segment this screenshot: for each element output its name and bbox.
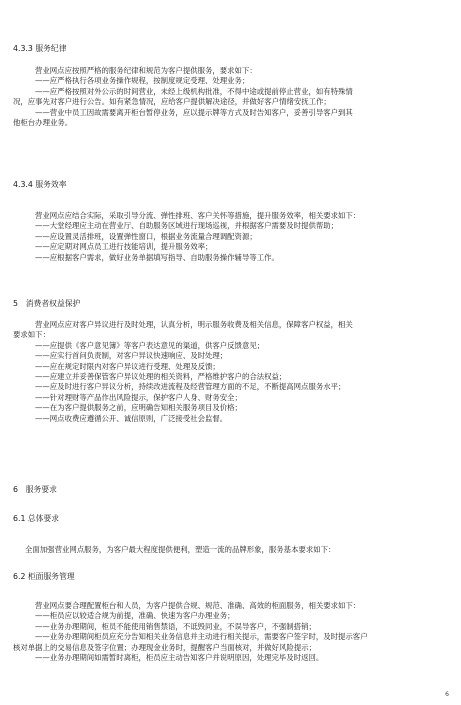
text-line: ——应实行首问负责制，对客户异议快速响应、及时处理； <box>35 351 228 361</box>
text-line: 营业网点应结合实际，采取引导分流、弹性排班、客户关怀等措施，提升服务效率，相关要求如下： <box>35 211 361 220</box>
text-line: ——业务办理期间，柜员不能使用销售禁语，不诋毁同业，不误导客户，不强制搭销； <box>35 621 316 631</box>
text-line: ——针对理财等产品作出风险提示，保护客户人身、财务安全； <box>35 392 242 402</box>
section-body <box>13 66 453 128</box>
section-body <box>13 545 453 555</box>
text-line: 要求如下： <box>13 330 50 340</box>
text-line: ——应建立并妥善保管客户异议处理的相关资料，严格维护客户的合法权益； <box>35 372 287 382</box>
section-body <box>13 211 453 263</box>
text-line: ——业务办理期间柜员应充分告知相关业务信息并主动进行相关提示，需要客户签字时，及时提示客户 <box>35 632 368 642</box>
text-line: 他柜台办理业务。 <box>13 118 73 128</box>
section-heading: 6.2 柜面服务管理 <box>13 572 75 581</box>
text-line: 况，应事先对客户进行公告。如有紧急情况，应给客户提供解决途径，并做好客户情绪安抚工作； <box>13 97 331 107</box>
text-line: ——业务办理期间如需暂时离柜，柜员应主动告知客户并说明原因，处理完毕及时返回。 <box>35 653 324 663</box>
text-line: ——应在规定时限内对客户异议进行受理、处理及反馈； <box>35 361 220 371</box>
section-body <box>13 601 453 663</box>
text-line: ——应提供《客户意见簿》等客户表达意见的渠道，供客户反馈意见； <box>35 340 265 350</box>
text-line: 营业网点要合理配置柜台和人员，为客户提供合规、规范、准确、高效的柜面服务，相关要求如下： <box>35 601 361 610</box>
text-line: 核对单据上的交易信息及签字位置；办理现金业务时，提醒客户当面核对，并做好风险提示； <box>13 642 317 652</box>
text-line: ——大堂经理应主动在营业厅、自助服务区域进行现场巡视，并根据客户需要及时提供帮助； <box>35 221 339 231</box>
text-line: ——在为客户提供服务之前，应明确告知相关服务项目及价格； <box>35 403 242 413</box>
text-line: ——应设置灵活排班，设置弹性窗口，根据业务流量合理调配资源； <box>35 231 257 241</box>
section-heading: 4.3.3 服务纪律 <box>13 44 67 53</box>
text-line: 全面加强营业网点服务，为客户最大程度提供便利，塑造一流的品牌形象，服务基本要求如下： <box>25 545 336 554</box>
text-line: ——应定期对网点员工进行技能培训，提升服务效率； <box>35 242 213 252</box>
text-line: 营业网点应对客户异议进行及时处理，认真分析，明示服务收费及相关信息，保障客户权益，相关 <box>35 320 353 329</box>
text-line: 营业网点应按照严格的服务纪律和规范为客户提供服务，要求如下： <box>35 66 257 75</box>
page-number: 6 <box>445 691 449 698</box>
text-line: ——应严格执行各项业务操作规程，按制度规定受理、处理业务； <box>35 76 250 86</box>
text-line: ——应根据客户需求，做好业务单据填写指导、自助服务操作辅导等工作。 <box>35 252 279 262</box>
section-body <box>13 320 453 424</box>
text-line: ——应严格按照对外公示的时间营业，未经上级机构批准，不得中途或提前停止营业，如有特殊情 <box>35 86 353 96</box>
text-line: ——营业中员工因故需要离开柜台暂停业务，应以提示牌等方式及时告知客户，妥善引导客户到其 <box>35 107 353 117</box>
text-line: ——柜员应以较适合规为前提，准确、快速为客户办理业务； <box>35 611 235 621</box>
section-heading: 6.1 总体要求 <box>13 514 60 523</box>
section-heading: 4.3.4 服务效率 <box>13 180 67 189</box>
section-heading: 6 服务要求 <box>13 485 57 494</box>
text-line: ——应及时进行客户异议分析，持续改进流程及经营管理方面的不足，不断提高网点服务水平； <box>35 382 346 392</box>
section-heading: 5 消费者权益保护 <box>13 299 81 308</box>
text-line: ——网点收费应遵循公开、诚信原则，广泛接受社会监督。 <box>35 413 228 423</box>
